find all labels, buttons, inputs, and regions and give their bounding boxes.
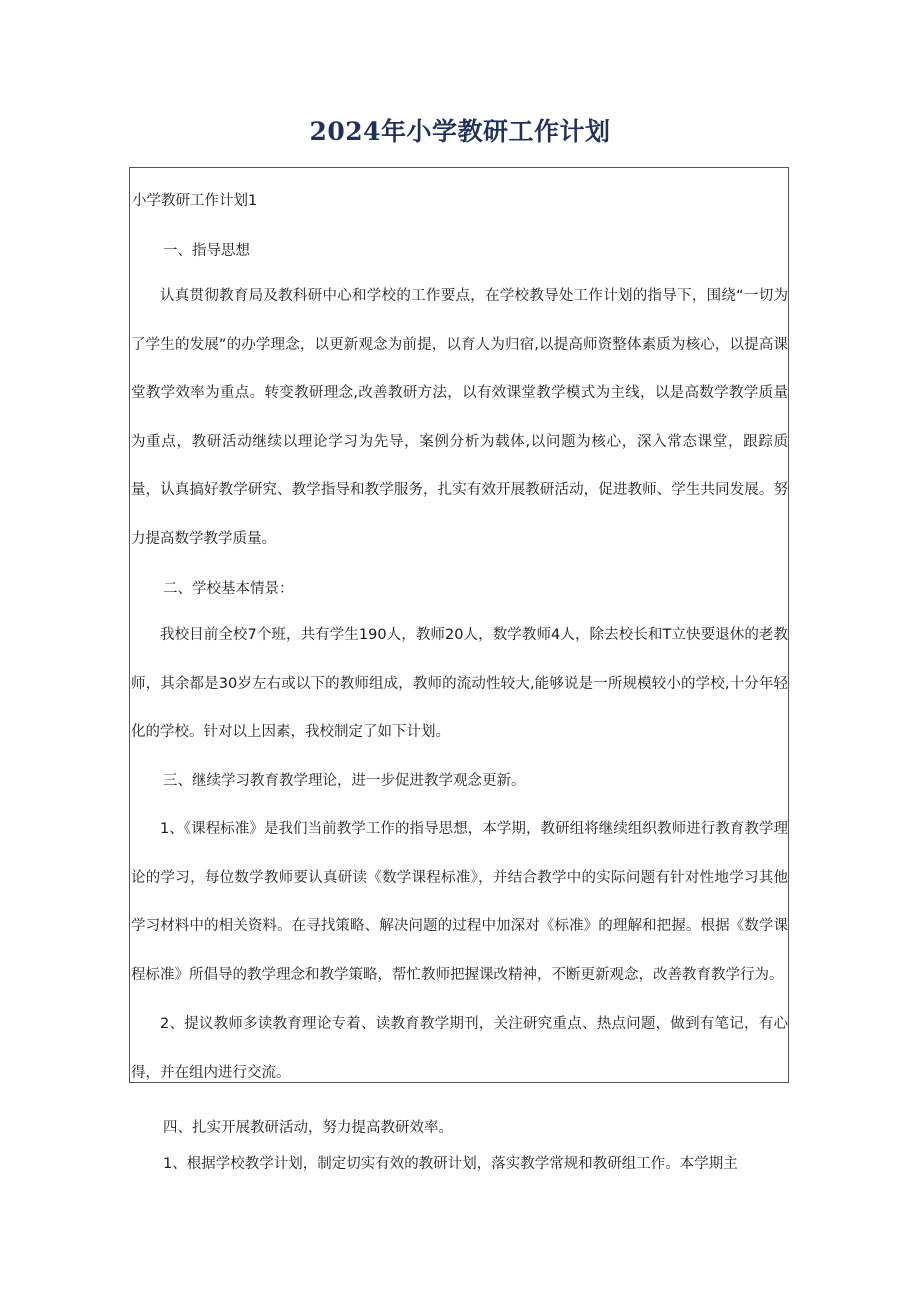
document-title: 2024年小学教研工作计划 xyxy=(309,117,611,146)
section-3-item-2: 2、提议教师多读教育理论专着、读教育教学期刊，关注研究重点、热点问题，做到有笔记，有心得，并在组内进行交流。 xyxy=(131,1016,788,1081)
section-4-heading: 四、扎实开展教研活动，努力提高教研效率。 xyxy=(163,1120,453,1136)
document-subtitle: 小学教研工作计划1 xyxy=(132,193,258,209)
section-3-heading: 三、继续学习教育教学理论，进一步促进教学观念更新。 xyxy=(163,773,526,789)
section-3-item-1: 1、《课程标准》是我们当前教学工作的指导思想，本学期，教研组将继续组织教师进行教育教学理论的学习，每位数学教师要认真研读《数学课程标准》，并结合教学中的实际问题有针对性地学习其他学习材料中的相关资料。在寻找策略、解决问题的过程中加深对《标准》的理解和把握。根据《数学课程标准》所倡导的教学理念和教学策略，帮忙教师把握课改精神，不断更新观念，改善教育教学行为。 xyxy=(131,821,788,983)
section-4-item-1: 1、根据学校教学计划，制定切实有效的教研计划，落实教学常规和教研组工作。本学期主 xyxy=(163,1156,738,1172)
section-1-body: 认真贯彻教育局及教科研中心和学校的工作要点，在学校教导处工作计划的指导下，围绕“一切为了学生的发展”的办学理念，以更新观念为前提，以育人为归宿,以提高师资整体素质为核心，以提高课堂教学效率为重点。转变教研理念,改善教研方法，以有效课堂教学模式为主线，以是高数学教学质量为重点，教研活动继续以理论学习为先导，案例分析为载体,以问题为核心，深入常态课堂，跟踪质量，认真搞好教学研究、教学指导和教学服务，扎实有效开展教研活动，促进教师、学生共同发展。努力提高数学教学质量。 xyxy=(131,288,788,547)
section-1-heading: 一、指导思想 xyxy=(163,243,250,259)
section-2-body: 我校目前全校7个班，共有学生190人，教师20人，数学教师4人，除去校长和T立快要退休的老教师，其余都是30岁左右或以下的教师组成，教师的流动性较大,能够说是一所规模较小的学校,十分年轻化的学校。针对以上因素，我校制定了如下计划。 xyxy=(131,627,788,740)
section-2-heading: 二、学校基本情景： xyxy=(163,581,294,597)
